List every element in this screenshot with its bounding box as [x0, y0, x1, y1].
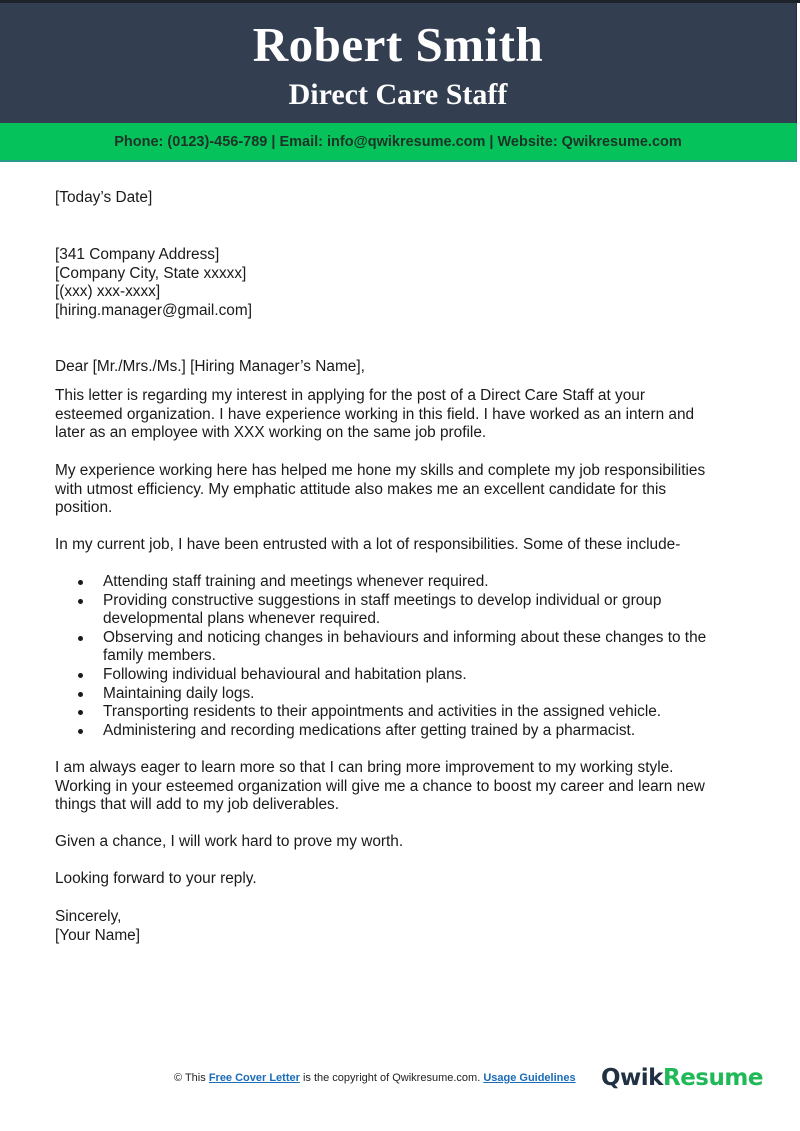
resume-header — [0, 3, 797, 123]
list-item-text: Observing and noticing changes in behaviours and informing about these changes to the — [103, 628, 707, 646]
list-item-text: Attending staff training and meetings whenever required. — [103, 573, 489, 590]
paragraph-experience — [55, 462, 755, 518]
salutation-text: Dear [Mr./Mrs./Ms.] [Hiring Manager’s Name], — [55, 358, 365, 375]
bullet-icon — [78, 599, 83, 604]
logo-part-resume: Resume — [662, 1065, 763, 1091]
bullet-icon — [78, 580, 83, 585]
list-item — [55, 703, 755, 722]
paragraph-line: Given a chance, I will work hard to prove my worth. — [55, 833, 404, 850]
list-item-text: Administering and recording medications after getting trained by a pharmacist. — [103, 721, 636, 739]
list-item — [55, 592, 755, 629]
job-title: Direct Care Staff — [288, 78, 508, 111]
address-line: [hiring.manager@gmail.com] — [55, 301, 252, 319]
copyright-note — [174, 1071, 576, 1085]
date-text: [Today’s Date] — [55, 189, 153, 206]
salutation — [55, 358, 755, 377]
qwikresume-logo[interactable] — [601, 1064, 763, 1092]
bullet-icon — [78, 636, 83, 641]
usage-guidelines-link[interactable]: Usage Guidelines — [483, 1072, 576, 1084]
paragraph-line: later as an employee with XXX working on the same job profile. — [55, 424, 487, 442]
list-item — [55, 629, 755, 666]
bullet-icon — [78, 710, 83, 715]
bullet-icon — [78, 692, 83, 697]
paragraph-looking-forward — [55, 870, 755, 889]
closing-text: Sincerely, — [55, 908, 122, 925]
paragraph-line: things that will add to my job deliverables. — [55, 796, 340, 814]
bullet-icon — [78, 729, 83, 734]
recipient-address — [55, 246, 755, 320]
bullet-icon — [78, 673, 83, 678]
address-line: [Company City, State xxxxx] — [55, 264, 247, 282]
contact-bar: Phone: (0123)-456-789 | Email: info@qwikresume.com | Website: Qwikresume.com — [0, 123, 797, 162]
paragraph-line: Working in your esteemed organization will give me a chance to boost my career and learn new — [55, 777, 705, 795]
free-cover-letter-link[interactable]: Free Cover Letter — [208, 1072, 300, 1084]
list-item-text: Transporting residents to their appointments and activities in the assigned vehicle. — [103, 703, 662, 721]
paragraph-line: My experience working here has helped me hone my skills and complete my job responsibilities — [55, 462, 706, 479]
paragraph-line: Looking forward to your reply. — [55, 870, 257, 887]
copyright-middle: is the copyright of Qwikresume.com. — [299, 1072, 484, 1084]
responsibilities-list — [55, 573, 755, 740]
paragraph-responsibilities-intro — [55, 536, 755, 555]
list-item-text: family members. — [103, 647, 216, 665]
list-item-text: Providing constructive suggestions in staff meetings to develop individual or group — [103, 591, 662, 609]
letter-date — [55, 189, 755, 208]
list-item-text: Maintaining daily logs. — [103, 684, 255, 702]
address-line: [(xxx) xxx-xxxx] — [55, 283, 161, 301]
paragraph-line: This letter is regarding my interest in applying for the post of a Direct Care Staff at your — [55, 387, 645, 404]
paragraph-line: In my current job, I have been entrusted with a lot of responsibilities. Some of these include- — [55, 536, 681, 553]
logo-part-qwik: Qwik — [601, 1065, 663, 1091]
paragraph-given-chance — [55, 833, 755, 852]
list-item — [55, 722, 755, 741]
list-item — [55, 666, 755, 685]
closing-block — [55, 908, 755, 945]
list-item — [55, 685, 755, 704]
paragraph-eager-to-learn — [55, 759, 755, 815]
paragraph-line: position. — [55, 499, 113, 517]
list-item — [55, 573, 755, 592]
paragraph-line: I am always eager to learn more so that I can bring more improvement to my working style. — [55, 759, 674, 776]
applicant-name: Robert Smith — [252, 17, 544, 72]
signature-text: [Your Name] — [55, 926, 140, 944]
list-item-text: developmental plans whenever required. — [103, 610, 381, 628]
paragraph-line: with utmost efficiency. My emphatic attitude also makes me an excellent candidate for this — [55, 480, 667, 498]
copyright-prefix: © This — [174, 1072, 209, 1084]
paragraph-line: esteemed organization. I have experience working in this field. I have worked as an intern and — [55, 405, 695, 423]
address-line: [341 Company Address] — [55, 246, 220, 263]
paragraph-intro — [55, 387, 755, 443]
list-item-text: Following individual behavioural and habitation plans. — [103, 665, 467, 683]
